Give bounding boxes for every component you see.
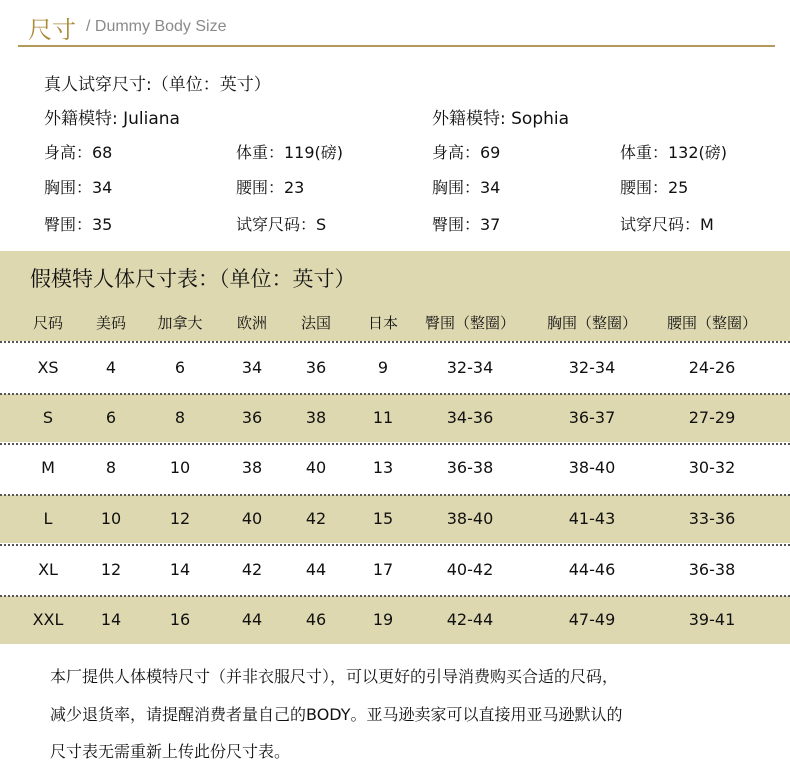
model-1-bust: 胸围：34 bbox=[44, 178, 113, 197]
table-cell-size: XS bbox=[37, 358, 59, 377]
table-cell-size: M bbox=[41, 458, 55, 477]
table-cell-hip: 42-44 bbox=[446, 610, 494, 629]
table-cell-eu: 44 bbox=[241, 610, 263, 629]
model-1-size: 试穿尺码：S bbox=[236, 215, 327, 234]
column-header-eu: 欧洲 bbox=[236, 314, 267, 332]
row-divider bbox=[0, 443, 790, 445]
column-header-canada: 加拿大 bbox=[157, 314, 203, 332]
row-divider bbox=[0, 341, 790, 343]
table-cell-japan: 17 bbox=[372, 560, 394, 579]
table-cell-size: XL bbox=[38, 560, 58, 579]
table-cell-hip: 40-42 bbox=[446, 560, 494, 579]
table-cell-us: 10 bbox=[100, 509, 122, 528]
table-cell-eu: 34 bbox=[241, 358, 263, 377]
row-divider bbox=[0, 494, 790, 496]
table-cell-size: XXL bbox=[32, 610, 64, 629]
table-cell-canada: 6 bbox=[174, 358, 186, 377]
table-cell-waist: 39-41 bbox=[688, 610, 736, 629]
table-cell-bust: 44-46 bbox=[568, 560, 616, 579]
table-cell-hip: 32-34 bbox=[446, 358, 494, 377]
row-divider bbox=[0, 595, 790, 597]
column-header-france: 法国 bbox=[300, 314, 331, 332]
row-divider bbox=[0, 393, 790, 395]
header-divider bbox=[18, 45, 775, 47]
table-cell-eu: 36 bbox=[241, 408, 263, 427]
model-2-name: 外籍模特: Sophia bbox=[432, 109, 570, 129]
table-cell-bust: 41-43 bbox=[568, 509, 616, 528]
table-cell-eu: 42 bbox=[241, 560, 263, 579]
model-2-bust: 胸围：34 bbox=[432, 178, 501, 197]
table-cell-france: 38 bbox=[305, 408, 327, 427]
table-cell-hip: 34-36 bbox=[446, 408, 494, 427]
table-cell-hip: 38-40 bbox=[446, 509, 494, 528]
table-cell-bust: 32-34 bbox=[568, 358, 616, 377]
table-cell-eu: 38 bbox=[241, 458, 263, 477]
table-cell-eu: 40 bbox=[241, 509, 263, 528]
table-cell-hip: 36-38 bbox=[446, 458, 494, 477]
table-cell-waist: 30-32 bbox=[688, 458, 736, 477]
table-cell-canada: 10 bbox=[169, 458, 191, 477]
table-cell-japan: 13 bbox=[372, 458, 394, 477]
table-cell-canada: 16 bbox=[169, 610, 191, 629]
table-cell-size: S bbox=[42, 408, 54, 427]
table-cell-japan: 9 bbox=[377, 358, 389, 377]
page-subtitle: / Dummy Body Size bbox=[86, 18, 227, 35]
table-cell-japan: 11 bbox=[372, 408, 394, 427]
row-divider bbox=[0, 544, 790, 546]
table-cell-canada: 8 bbox=[174, 408, 186, 427]
note-line-1: 本厂提供人体模特尺寸（并非衣服尺寸），可以更好的引导消费购买合适的尺码， bbox=[50, 667, 619, 686]
table-cell-japan: 15 bbox=[372, 509, 394, 528]
table-cell-canada: 12 bbox=[169, 509, 191, 528]
table-cell-japan: 19 bbox=[372, 610, 394, 629]
page-title: 尺寸 bbox=[28, 16, 76, 44]
table-cell-size: L bbox=[43, 509, 53, 528]
column-header-waist: 腰围（整圈） bbox=[666, 314, 757, 332]
model-2-hip: 臀围：37 bbox=[432, 215, 501, 234]
model-1-weight: 体重：119(磅) bbox=[236, 143, 344, 162]
column-header-size: 尺码 bbox=[32, 314, 63, 332]
column-header-bust: 胸围（整圈） bbox=[546, 314, 637, 332]
table-cell-bust: 38-40 bbox=[568, 458, 616, 477]
table-cell-bust: 36-37 bbox=[568, 408, 616, 427]
table-cell-france: 36 bbox=[305, 358, 327, 377]
model-1-name: 外籍模特: Juliana bbox=[44, 109, 180, 129]
table-cell-france: 40 bbox=[305, 458, 327, 477]
table-cell-bust: 47-49 bbox=[568, 610, 616, 629]
table-cell-waist: 24-26 bbox=[688, 358, 736, 377]
table-cell-us: 14 bbox=[100, 610, 122, 629]
table-cell-waist: 33-36 bbox=[688, 509, 736, 528]
model-1-waist: 腰围：23 bbox=[236, 178, 305, 197]
table-cell-us: 12 bbox=[100, 560, 122, 579]
model-1-height: 身高：68 bbox=[44, 143, 113, 162]
column-header-us: 美码 bbox=[95, 314, 126, 332]
note-line-2: 减少退货率，请提醒消费者量自己的BODY。亚马逊卖家可以直接用亚马逊默认的 bbox=[50, 705, 623, 724]
size-table-title: 假模特人体尺寸表：（单位：英寸） bbox=[30, 267, 356, 291]
model-2-height: 身高：69 bbox=[432, 143, 501, 162]
model-2-waist: 腰围：25 bbox=[620, 178, 689, 197]
model-1-hip: 臀围：35 bbox=[44, 215, 113, 234]
table-cell-us: 6 bbox=[105, 408, 117, 427]
model-2-size: 试穿尺码：M bbox=[620, 215, 714, 234]
column-header-hip: 臀围（整圈） bbox=[424, 314, 515, 332]
table-cell-us: 8 bbox=[105, 458, 117, 477]
table-cell-france: 46 bbox=[305, 610, 327, 629]
table-cell-waist: 36-38 bbox=[688, 560, 736, 579]
model-2-weight: 体重：132(磅) bbox=[620, 143, 728, 162]
column-header-japan: 日本 bbox=[367, 314, 398, 332]
table-cell-us: 4 bbox=[105, 358, 117, 377]
table-cell-france: 44 bbox=[305, 560, 327, 579]
table-cell-canada: 14 bbox=[169, 560, 191, 579]
tryon-heading: 真人试穿尺寸:（单位：英寸） bbox=[44, 75, 271, 95]
note-line-3: 尺寸表无需重新上传此份尺寸表。 bbox=[50, 742, 291, 761]
table-cell-france: 42 bbox=[305, 509, 327, 528]
table-cell-waist: 27-29 bbox=[688, 408, 736, 427]
